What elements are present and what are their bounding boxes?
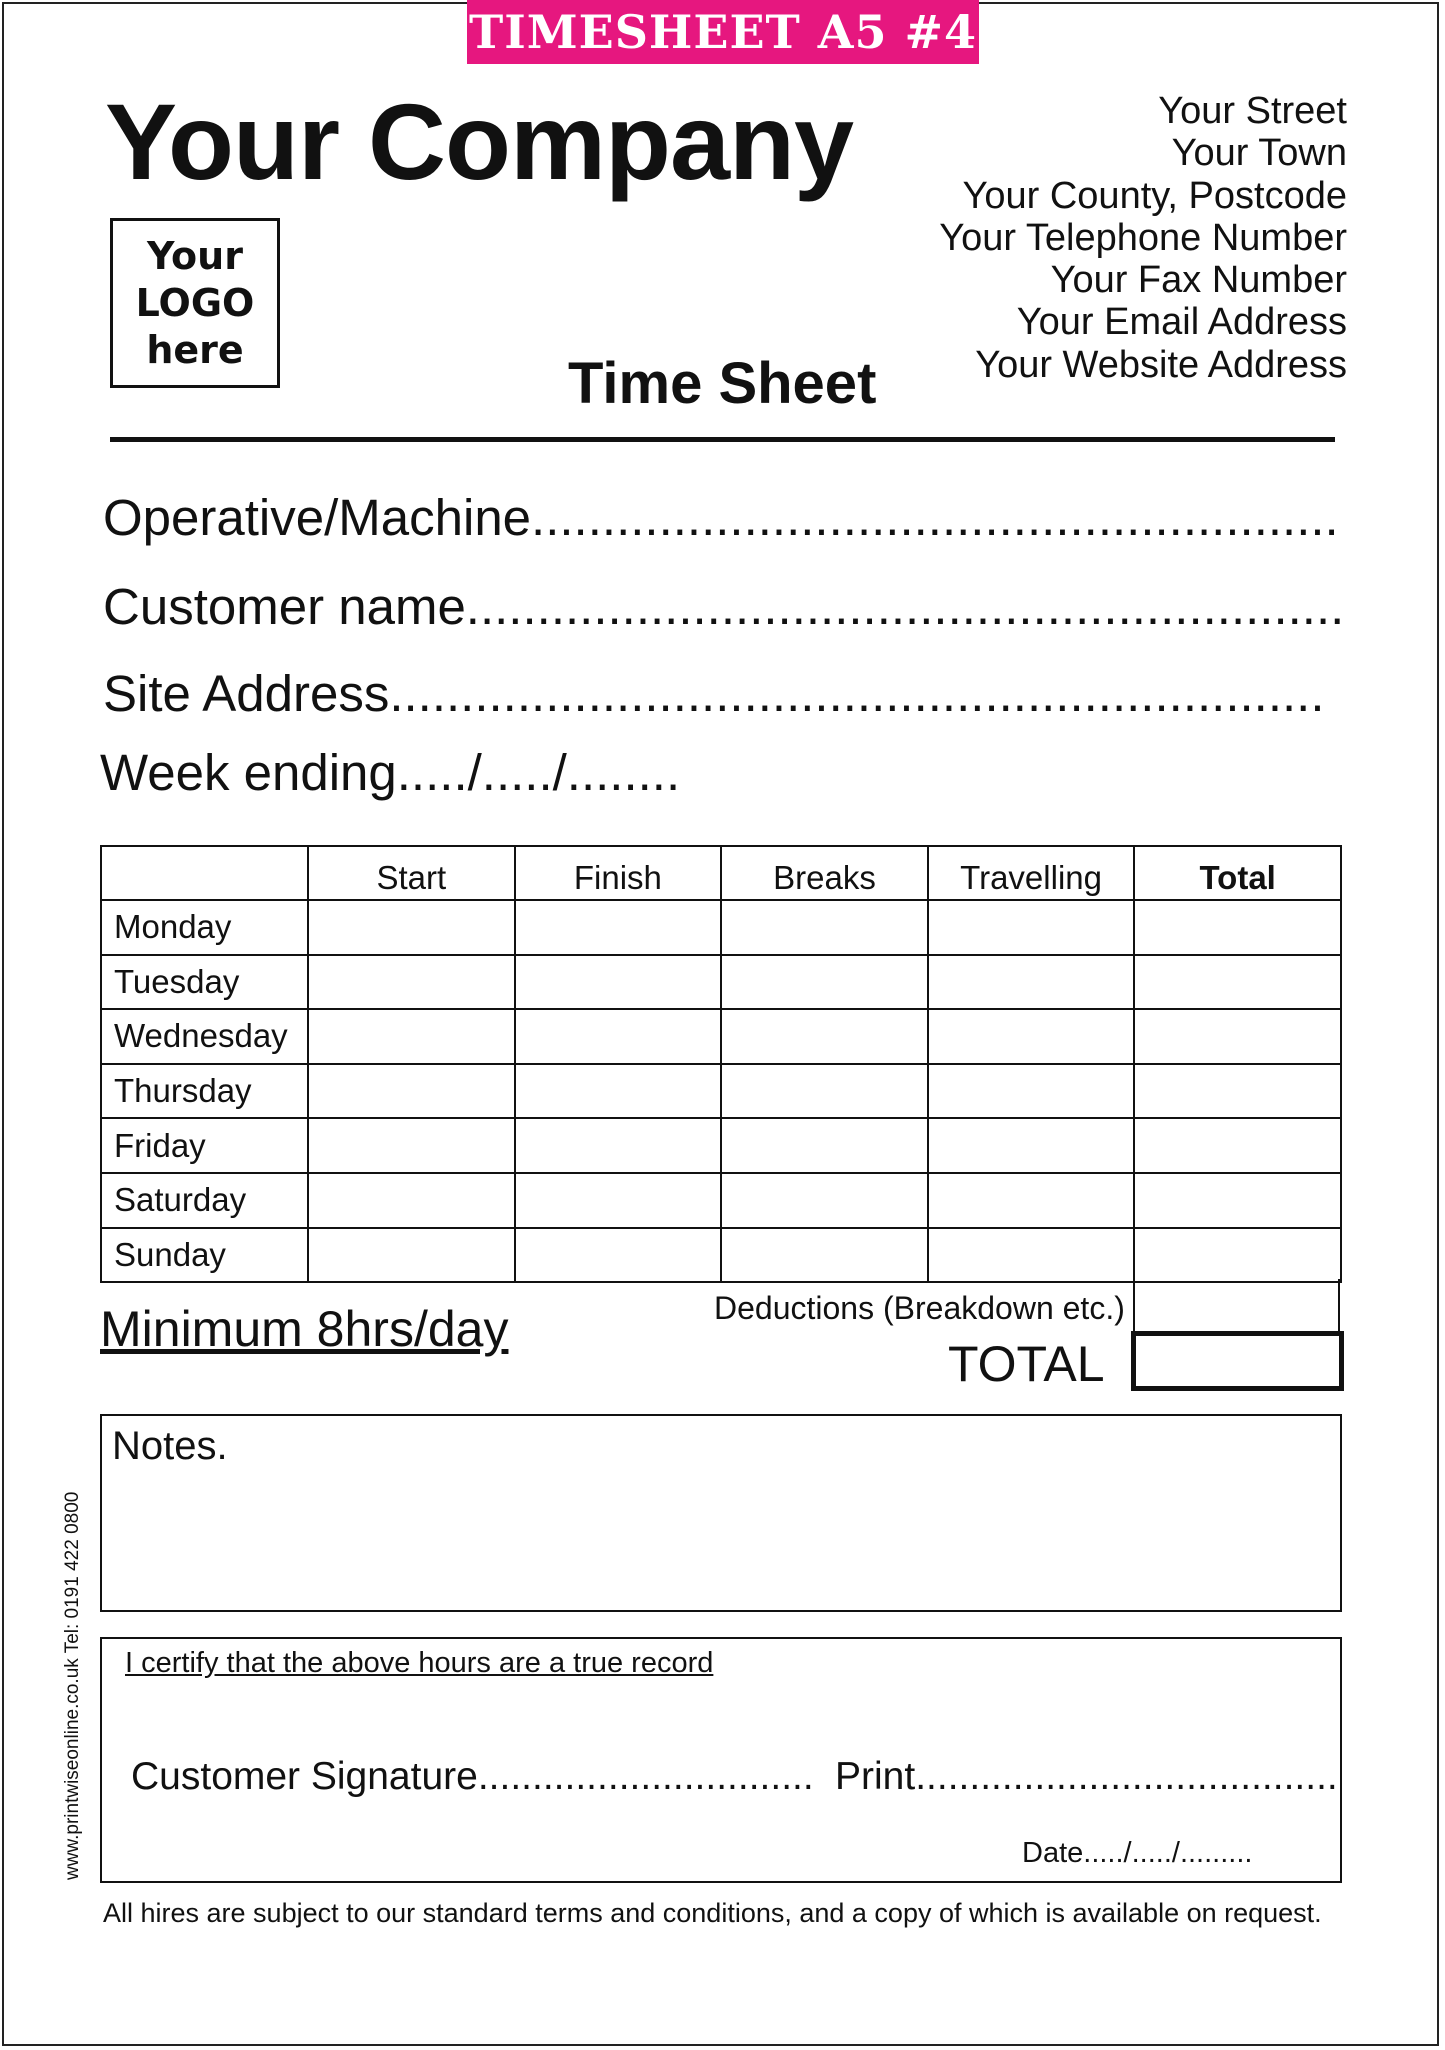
certification-statement: I certify that the above hours are a true record bbox=[125, 1647, 714, 1679]
table-row bbox=[101, 1173, 1341, 1228]
notes-area[interactable] bbox=[100, 1414, 1342, 1612]
header-divider bbox=[110, 437, 1335, 442]
table-row bbox=[101, 1228, 1341, 1283]
hours-table bbox=[100, 845, 1342, 1283]
table-row bbox=[101, 1064, 1341, 1119]
address-fax: Your Fax Number bbox=[1050, 259, 1347, 302]
header-breaks: Breaks bbox=[721, 846, 928, 900]
document-title: Time Sheet bbox=[568, 351, 877, 416]
address-town: Your Town bbox=[1171, 132, 1347, 175]
site-address-field[interactable]: Site Address.................................................................. bbox=[103, 665, 1325, 722]
operative-field[interactable]: Operative/Machine......................................................... bbox=[103, 489, 1339, 546]
company-address bbox=[939, 90, 1347, 386]
total-cell[interactable] bbox=[1134, 955, 1341, 1010]
address-street: Your Street bbox=[1158, 90, 1347, 132]
breaks-cell[interactable] bbox=[721, 1173, 928, 1228]
notes-label: Notes. bbox=[112, 1424, 228, 1468]
grand-total-cell[interactable] bbox=[1131, 1331, 1344, 1391]
address-telephone: Your Telephone Number bbox=[939, 216, 1347, 259]
travelling-cell[interactable] bbox=[928, 1064, 1135, 1119]
travelling-cell[interactable] bbox=[928, 1173, 1135, 1228]
total-cell[interactable] bbox=[1134, 1118, 1341, 1173]
finish-cell[interactable] bbox=[515, 1228, 722, 1283]
start-cell[interactable] bbox=[308, 1173, 515, 1228]
table-header-row bbox=[101, 846, 1341, 900]
header-travelling: Travelling bbox=[928, 846, 1135, 900]
total-cell[interactable] bbox=[1134, 1228, 1341, 1283]
breaks-cell[interactable] bbox=[721, 1009, 928, 1064]
start-cell[interactable] bbox=[308, 1064, 515, 1119]
deductions-label: Deductions (Breakdown etc.) bbox=[714, 1290, 1125, 1326]
finish-cell[interactable] bbox=[515, 1009, 722, 1064]
start-cell[interactable] bbox=[308, 1228, 515, 1283]
date-field[interactable]: Date...../...../......... bbox=[1022, 1837, 1253, 1869]
header-blank bbox=[101, 846, 308, 900]
header-finish: Finish bbox=[515, 846, 722, 900]
breaks-cell[interactable] bbox=[721, 1064, 928, 1119]
start-cell[interactable] bbox=[308, 1118, 515, 1173]
table-row bbox=[101, 1118, 1341, 1173]
travelling-cell[interactable] bbox=[928, 1009, 1135, 1064]
table-row bbox=[101, 900, 1341, 955]
start-cell[interactable] bbox=[308, 955, 515, 1010]
day-label: Sunday bbox=[101, 1228, 308, 1283]
logo-text: Your LOGO here bbox=[135, 233, 255, 372]
terms-footer: All hires are subject to our standard terms and conditions, and a copy of which is available on request. bbox=[103, 1898, 1322, 1928]
total-label: TOTAL bbox=[948, 1336, 1105, 1392]
header-start: Start bbox=[308, 846, 515, 900]
finish-cell[interactable] bbox=[515, 955, 722, 1010]
finish-cell[interactable] bbox=[515, 1118, 722, 1173]
start-cell[interactable] bbox=[308, 1009, 515, 1064]
day-label: Thursday bbox=[101, 1064, 308, 1119]
printer-contact: www.printwiseonline.co.uk Tel: 0191 422 0800 bbox=[62, 1491, 83, 1880]
travelling-cell[interactable] bbox=[928, 900, 1135, 955]
finish-cell[interactable] bbox=[515, 900, 722, 955]
address-website: Your Website Address bbox=[975, 343, 1347, 386]
address-email: Your Email Address bbox=[1016, 301, 1347, 344]
finish-cell[interactable] bbox=[515, 1173, 722, 1228]
deductions-cell[interactable] bbox=[1133, 1279, 1340, 1333]
day-label: Tuesday bbox=[101, 955, 308, 1010]
breaks-cell[interactable] bbox=[721, 1228, 928, 1283]
week-ending-field[interactable]: Week ending...../...../........ bbox=[100, 744, 681, 801]
customer-signature-field[interactable]: Customer Signature............................... bbox=[131, 1755, 814, 1798]
print-name-field[interactable]: Print....................................... bbox=[835, 1755, 1338, 1798]
day-label: Wednesday bbox=[101, 1009, 308, 1064]
certification-box bbox=[100, 1637, 1342, 1883]
total-cell[interactable] bbox=[1134, 1064, 1341, 1119]
finish-cell[interactable] bbox=[515, 1064, 722, 1119]
product-banner: TIMESHEET A5 #4 bbox=[467, 0, 979, 64]
logo-placeholder bbox=[110, 218, 280, 388]
travelling-cell[interactable] bbox=[928, 1228, 1135, 1283]
breaks-cell[interactable] bbox=[721, 955, 928, 1010]
customer-name-field[interactable]: Customer name.............................................................. bbox=[103, 578, 1345, 635]
day-label: Monday bbox=[101, 900, 308, 955]
travelling-cell[interactable] bbox=[928, 1118, 1135, 1173]
breaks-cell[interactable] bbox=[721, 900, 928, 955]
travelling-cell[interactable] bbox=[928, 955, 1135, 1010]
day-label: Friday bbox=[101, 1118, 308, 1173]
total-cell[interactable] bbox=[1134, 1009, 1341, 1064]
start-cell[interactable] bbox=[308, 900, 515, 955]
address-county: Your County, Postcode bbox=[962, 174, 1347, 217]
total-cell[interactable] bbox=[1134, 900, 1341, 955]
total-cell[interactable] bbox=[1134, 1173, 1341, 1228]
company-name: Your Company bbox=[105, 81, 854, 202]
breaks-cell[interactable] bbox=[721, 1118, 928, 1173]
table-row bbox=[101, 1009, 1341, 1064]
minimum-hours-note: Minimum 8hrs/day bbox=[100, 1301, 509, 1357]
header-total: Total bbox=[1134, 846, 1341, 900]
table-row bbox=[101, 955, 1341, 1010]
day-label: Saturday bbox=[101, 1173, 308, 1228]
